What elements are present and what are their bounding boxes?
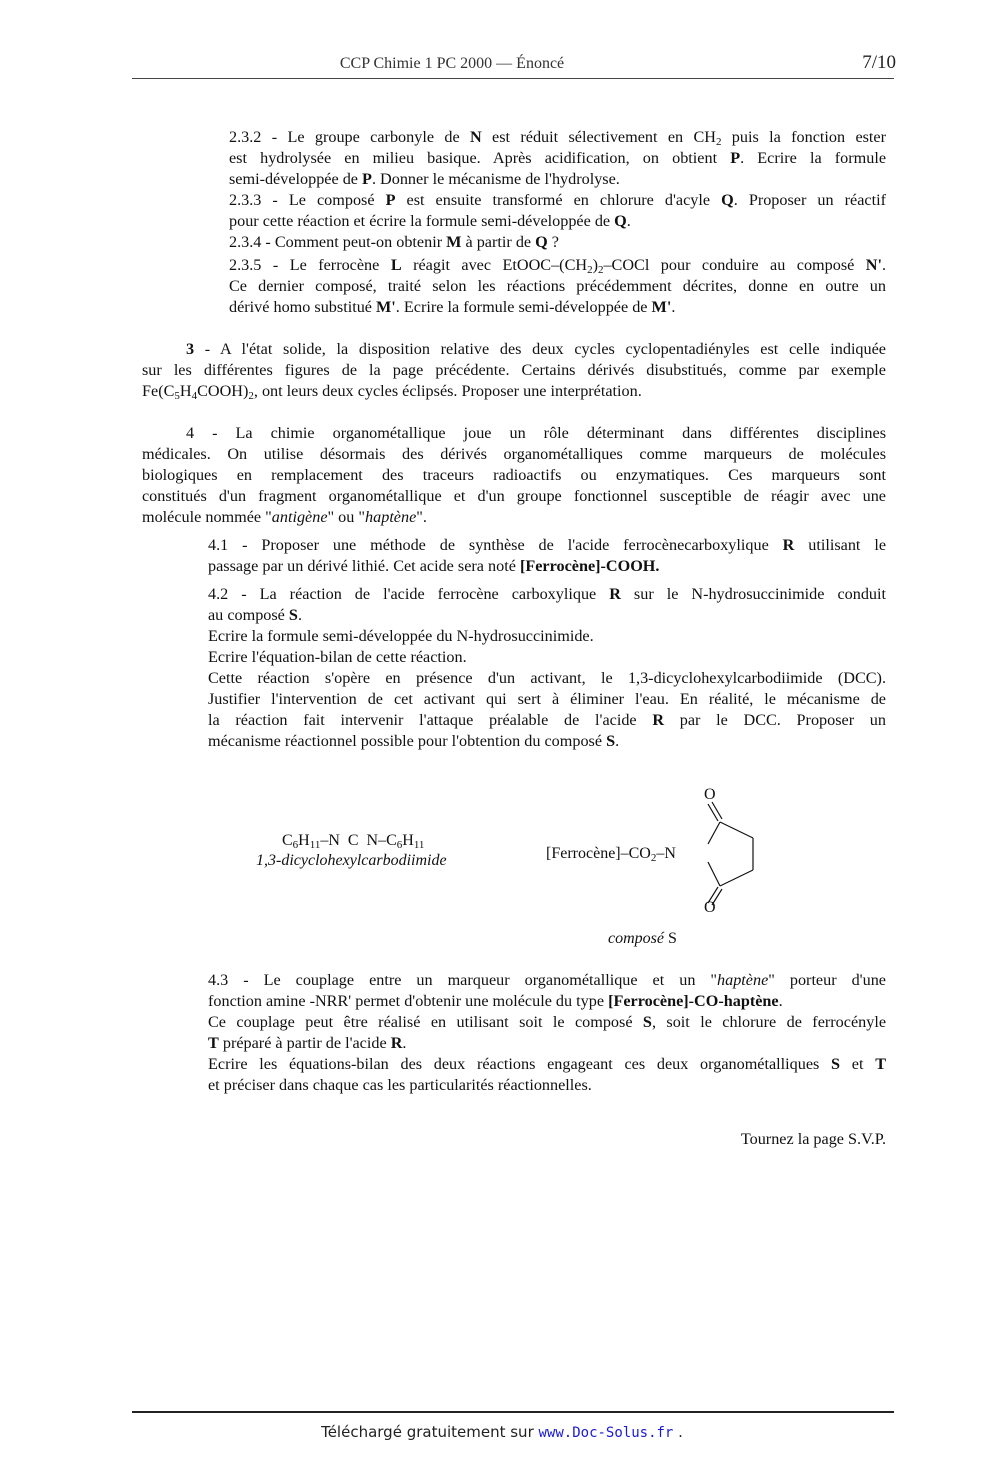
bond-c5-n xyxy=(708,862,720,886)
oxygen-bottom-label: O xyxy=(704,899,716,916)
compound-s-formula: $[Ferrocène]-CO_2-N$ xyxy=(546,845,676,864)
running-header: CCP Chimie 1 PC 2000 — Énoncé xyxy=(339,55,565,72)
succinimide-ring xyxy=(690,800,770,910)
bond-c2-o-top-b xyxy=(712,802,722,819)
bond-c2-o-top-a xyxy=(708,804,718,821)
question-4: 4 - La chimie organométallique joue un rôle déterminant dans différentes disciplines médicales. On utilise désormais des dérivés organométalliques comme marqueurs de molécules biologiques en remplacement des traceurs radioactifs ou enzymatiques. Ces marqueurs sont constitués d'un fragment organométallique et d'un groupe fonctionnel susceptible de réagir avec une molécule nommée "antigène" ou "haptène". xyxy=(142,424,886,526)
bond-c4-c5 xyxy=(720,870,753,886)
footer xyxy=(0,1423,1004,1441)
footer-rule xyxy=(132,1411,894,1413)
dcc-name: 1,3-dicyclohexylcarbodiimide xyxy=(256,852,447,869)
compound-s-caption: composé S xyxy=(608,930,677,947)
header-rule xyxy=(132,78,894,79)
footer-link[interactable]: www.Doc-Solus.fr xyxy=(538,1425,674,1441)
bond-c2-c3 xyxy=(720,822,753,838)
page-number: 7/10 xyxy=(862,52,896,73)
bond-c5-o-bottom-b xyxy=(712,889,722,905)
dcc-formula: $C_6H_{11}-N$ C $N-C_6H_{11}$ xyxy=(282,832,425,851)
footer-text: Téléchargé gratuitement sur xyxy=(321,1423,539,1441)
question-2-3-2: 2.3.2 - Le groupe carbonyle de N est réduit sélectivement en $CH_2$ puis la fonction ester est hydrolysée en milieu basique. Après acidification, on obtient P. Ecrire la formule semi-développée de P. Donner le mécanisme de l'hydrolyse. xyxy=(229,128,887,188)
turn-page-note: Tournez la page S.V.P. xyxy=(740,1130,886,1148)
footer-end: . xyxy=(673,1423,683,1441)
question-4-1: 4.1 - Proposer une méthode de synthèse de l'acide ferrocènecarboxylique R utilisant le passage par un dérivé lithié. Cet acide sera noté [Ferrocène]-COOH. xyxy=(208,536,886,575)
question-2-3-3: 2.3.3 - Le composé P est ensuite transformé en chlorure d'acyle Q. Proposer un réactif pour cette réaction et écrire la formule semi-développée de Q. xyxy=(229,191,886,230)
question-4-3: 4.3 - Le couplage entre un marqueur organométallique et un "haptène" porteur d'une fonction amine -NRR' permet d'obtenir une molécule du type [Ferrocène]-CO-haptène. Ce couplage peut être réalisé en utilisant soit le composé S, soit le chlorure de ferrocényle T préparé à partir de l'acide R. Ecrire les équations-bilan des deux réactions engageant ces deux organométalliques S et T et préciser dans chaque cas les particularités réactionnelles. xyxy=(208,971,887,1094)
bond-c5-o-bottom-a xyxy=(708,887,718,903)
question-3: 3 - A l'état solide, la disposition relative des deux cycles cyclopentadiényles est celle indiquée sur les différentes figures de la page précédente. Certains dérivés disubstitués, comme par exemple $Fe(C_5H_4COOH)_2$, ont leurs deux cycles éclipsés. Proposer une interprétation. xyxy=(142,340,886,402)
bond-n-c2 xyxy=(708,822,720,844)
oxygen-top-label: O xyxy=(704,786,716,803)
question-2-3-5: 2.3.5 - Le ferrocène L réagit avec EtOOC–$(CH_2)_2$–COCl pour conduire au composé N'. Ce dernier composé, traité selon les réactions précédemment décrites, donne en outre un dérivé homo substitué M'. Ecrire la formule semi-développée de M'. xyxy=(229,256,887,316)
question-4-2: 4.2 - La réaction de l'acide ferrocène carboxylique R sur le N-hydrosuccinimide conduit au composé S. Ecrire la formule semi-développée du N-hydrosuccinimide. Ecrire l'équation-bilan de cette réaction. Cette réaction s'opère en présence d'un activant, le 1,3-dicyclohexylcarbodiimide (DCC). Justifier l'intervention de cet activant qui sert à éliminer l'eau. En réalité, le mécanisme de la réaction fait intervenir l'attaque préalable de l'acide R par le DCC. Proposer un mécanisme réactionnel possible pour l'obtention du composé S. xyxy=(208,585,887,750)
question-2-3-4: 2.3.4 - Comment peut-on obtenir M à partir de Q ? xyxy=(229,233,559,251)
